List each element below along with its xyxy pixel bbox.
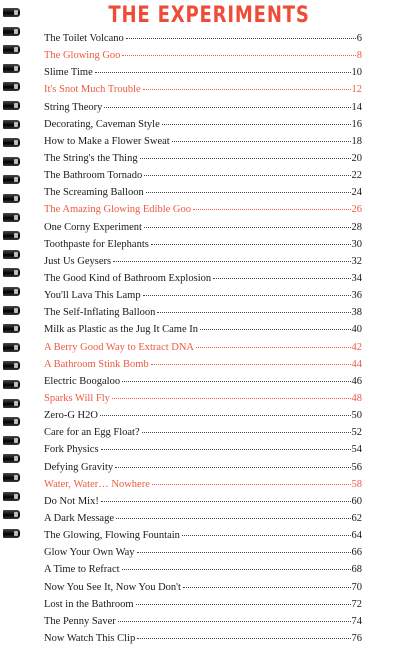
dot-leader	[136, 604, 351, 605]
entry-title: The Screaming Balloon	[44, 187, 144, 199]
dot-leader	[101, 449, 351, 450]
binding-ring	[3, 268, 20, 277]
entry-title: The Penny Saver	[44, 615, 116, 627]
entry-page-number: 26	[351, 204, 362, 216]
toc-entry	[44, 273, 362, 290]
binding-ring	[3, 454, 20, 463]
binding-ring	[3, 175, 20, 184]
entry-page-number: 70	[351, 581, 362, 593]
entry-title: The Glowing Goo	[44, 50, 121, 62]
binding-ring	[3, 231, 20, 240]
binding-ring	[3, 194, 20, 203]
entry-title: Defying Gravity	[44, 461, 114, 473]
entry-title: Water, Water… Nowhere	[44, 478, 150, 490]
entry-title: Do Not Mix!	[44, 495, 99, 507]
dot-leader	[182, 535, 351, 536]
binding-ring	[3, 380, 20, 389]
entry-title: Slime Time	[44, 67, 93, 79]
dot-leader	[200, 329, 351, 330]
binding-ring	[3, 361, 20, 370]
entry-page-number: 10	[351, 67, 362, 79]
entry-page-number: 8	[356, 50, 362, 62]
toc-entry	[44, 599, 362, 616]
entry-page-number: 12	[351, 84, 362, 96]
entry-page-number: 28	[351, 221, 362, 233]
entry-page-number: 34	[351, 272, 362, 284]
dot-leader	[157, 312, 350, 313]
entry-page-number: 48	[351, 392, 362, 404]
entry-page-number: 54	[351, 444, 362, 456]
binding-ring	[3, 287, 20, 296]
entry-page-number: 42	[351, 341, 362, 353]
dot-leader	[172, 141, 351, 142]
dot-leader	[137, 638, 350, 639]
entry-title: One Corny Experiment	[44, 221, 142, 233]
binding-ring	[3, 8, 20, 17]
binding-ring	[3, 64, 20, 73]
toc-entry	[44, 239, 362, 256]
entry-title: Fork Physics	[44, 444, 99, 456]
binding-ring	[3, 138, 20, 147]
binding-ring	[3, 324, 20, 333]
entry-title: Just Us Geysers	[44, 255, 112, 267]
entry-page-number: 74	[351, 615, 362, 627]
entry-title: A Dark Message	[44, 512, 114, 524]
toc-entry	[44, 50, 362, 67]
entry-page-number: 18	[351, 135, 362, 147]
entry-page-number: 22	[351, 170, 362, 182]
toc-entry	[44, 324, 362, 341]
binding-ring	[3, 157, 20, 166]
dot-leader	[162, 124, 351, 125]
toc-entry	[44, 582, 362, 599]
toc-entry	[44, 256, 362, 273]
dot-leader	[151, 364, 351, 365]
toc-entry	[44, 119, 362, 136]
entry-page-number: 16	[351, 118, 362, 130]
entry-page-number: 30	[351, 238, 362, 250]
toc-entry	[44, 427, 362, 444]
dot-leader	[101, 501, 351, 502]
toc-entry	[44, 67, 362, 84]
dot-leader	[122, 569, 351, 570]
toc-entry	[44, 530, 362, 547]
entry-page-number: 50	[351, 410, 362, 422]
binding-ring	[3, 417, 20, 426]
entry-page-number: 72	[351, 598, 362, 610]
dot-leader	[146, 192, 351, 193]
dot-leader	[144, 175, 350, 176]
entry-title: The Self-Inflating Balloon	[44, 307, 156, 319]
entry-title: A Bathroom Stink Bomb	[44, 358, 149, 370]
dot-leader	[152, 484, 351, 485]
entry-page-number: 14	[351, 101, 362, 113]
toc-entry	[44, 633, 362, 650]
entry-page-number: 76	[351, 632, 362, 644]
entry-title: String Theory	[44, 101, 103, 113]
entry-page-number: 40	[351, 324, 362, 336]
page-title: THE EXPERIMENTS	[108, 3, 310, 28]
toc-entry	[44, 376, 362, 393]
toc-entry	[44, 479, 362, 496]
dot-leader	[104, 107, 350, 108]
entry-title: The Toilet Volcano	[44, 33, 124, 44]
dot-leader	[140, 158, 351, 159]
toc-entry	[44, 170, 362, 187]
binding-ring	[3, 473, 20, 482]
dot-leader	[113, 261, 350, 262]
binding-ring	[3, 529, 20, 538]
entry-title: The Bathroom Tornado	[44, 170, 143, 182]
entry-title: Decorating, Caveman Style	[44, 118, 160, 130]
binding-ring	[3, 250, 20, 259]
binding-ring	[3, 120, 20, 129]
binding-ring	[3, 45, 20, 54]
entry-title: Lost in the Bathroom	[44, 598, 134, 610]
toc-entry	[44, 102, 362, 119]
toc-entry	[44, 153, 362, 170]
entry-page-number: 62	[351, 512, 362, 524]
toc-entry	[44, 444, 362, 461]
binding-ring	[3, 492, 20, 501]
dot-leader	[118, 621, 351, 622]
entry-title: The Amazing Glowing Edible Goo	[44, 204, 191, 216]
binding-ring	[3, 213, 20, 222]
dot-leader	[112, 398, 351, 399]
dot-leader	[95, 72, 351, 73]
entry-title: The Glowing, Flowing Fountain	[44, 530, 180, 542]
dot-leader	[193, 209, 351, 210]
binding-ring	[3, 399, 20, 408]
entry-page-number: 60	[351, 495, 362, 507]
entry-page-number: 68	[351, 564, 362, 576]
toc-entry	[44, 136, 362, 153]
dot-leader	[137, 552, 351, 553]
toc-entry	[44, 462, 362, 479]
binding-ring	[3, 82, 20, 91]
dot-leader	[183, 587, 351, 588]
dot-leader	[196, 347, 350, 348]
entry-page-number: 56	[351, 461, 362, 473]
dot-leader	[151, 244, 351, 245]
dot-leader	[122, 381, 350, 382]
entry-page-number: 20	[351, 152, 362, 164]
entry-title: How to Make a Flower Sweat	[44, 135, 170, 147]
dot-leader	[144, 227, 351, 228]
entry-page-number: 36	[351, 290, 362, 302]
entry-title: Toothpaste for Elephants	[44, 238, 149, 250]
toc-entry	[44, 496, 362, 513]
entry-title: Sparks Will Fly	[44, 392, 110, 404]
toc-entry	[44, 204, 362, 221]
entry-page-number: 32	[351, 255, 362, 267]
toc-entry	[44, 359, 362, 376]
entry-title: Zero-G H2O	[44, 410, 98, 422]
dot-leader	[116, 518, 351, 519]
entry-page-number: 52	[351, 427, 362, 439]
entry-page-number: 6	[356, 33, 362, 44]
toc-entry	[44, 393, 362, 410]
spiral-binding	[0, 0, 24, 562]
binding-ring	[3, 306, 20, 315]
entry-title: The String's the Thing	[44, 152, 138, 164]
entry-title: A Berry Good Way to Extract DNA	[44, 341, 195, 353]
table-of-contents	[44, 33, 362, 650]
entry-page-number: 58	[351, 478, 362, 490]
dot-leader	[115, 467, 350, 468]
toc-entry	[44, 342, 362, 359]
entry-title: A Time to Refract	[44, 564, 120, 576]
toc-entry	[44, 616, 362, 633]
entry-title: Now You See It, Now You Don't	[44, 581, 181, 593]
toc-entry	[44, 290, 362, 307]
toc-entry	[44, 222, 362, 239]
dot-leader	[126, 38, 356, 39]
binding-ring	[3, 343, 20, 352]
entry-page-number: 66	[351, 547, 362, 559]
entry-title: Milk as Plastic as the Jug It Came In	[44, 324, 198, 336]
binding-ring	[3, 436, 20, 445]
toc-entry	[44, 513, 362, 530]
toc-entry	[44, 410, 362, 427]
entry-title: Glow Your Own Way	[44, 547, 135, 559]
entry-page-number: 46	[351, 375, 362, 387]
dot-leader	[143, 295, 351, 296]
entry-page-number: 44	[351, 358, 362, 370]
binding-ring	[3, 27, 20, 36]
dot-leader	[122, 55, 355, 56]
toc-entry	[44, 187, 362, 204]
toc-entry	[44, 33, 362, 50]
toc-entry	[44, 564, 362, 581]
entry-title: The Good Kind of Bathroom Explosion	[44, 272, 212, 284]
dot-leader	[213, 278, 350, 279]
toc-entry	[44, 84, 362, 101]
toc-entry	[44, 307, 362, 324]
entry-title: It's Snot Much Trouble	[44, 84, 141, 96]
entry-title: You'll Lava This Lamp	[44, 290, 141, 302]
dot-leader	[143, 89, 351, 90]
dot-leader	[100, 415, 351, 416]
entry-title: Electric Boogaloo	[44, 375, 121, 387]
entry-title: Now Watch This Clip	[44, 632, 136, 644]
binding-ring	[3, 101, 20, 110]
entry-page-number: 24	[351, 187, 362, 199]
dot-leader	[142, 432, 351, 433]
entry-page-number: 38	[351, 307, 362, 319]
entry-page-number: 64	[351, 530, 362, 542]
entry-title: Care for an Egg Float?	[44, 427, 140, 439]
binding-ring	[3, 510, 20, 519]
